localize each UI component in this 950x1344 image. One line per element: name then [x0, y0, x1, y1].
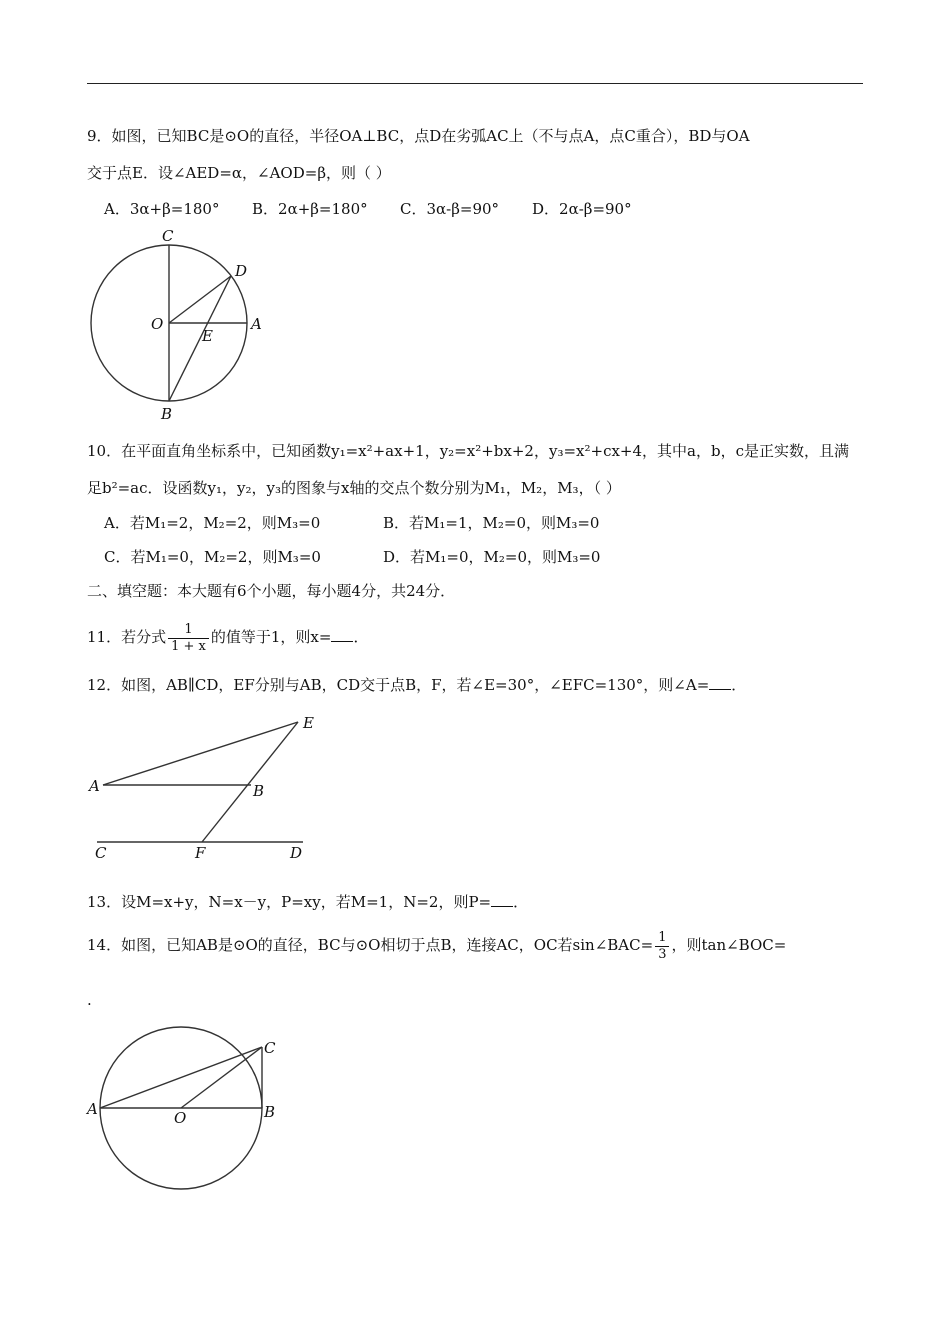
q10-option-d: D．若M₁=0，M₂=0，则M₃=0 [383, 548, 601, 566]
q14-prefix: 14．如图，已知AB是⊙O的直径，BC与⊙O相切于点B，连接AC，OC若sin∠BAC= [87, 936, 654, 954]
q9-label-a: A [251, 315, 262, 333]
q12-label-a: A [89, 777, 100, 795]
q11-end: ． [353, 628, 369, 646]
q14-label-c: C [264, 1039, 276, 1057]
q11-suffix: 的值等于1，则x= [210, 628, 332, 646]
q12-question: 12．如图，AB∥CD，EF分别与AB，CD交于点B，F，若∠E=30°，∠EFC=130°，则∠A= [87, 676, 710, 694]
q12-label-f: F [195, 844, 206, 862]
q14-text [87, 925, 786, 965]
q13-question: 13．设M=x+y，N=x－y，P=xy，若M=1，N=2，则P= [87, 893, 492, 911]
q9-option-c: C．3α-β=90° [400, 200, 500, 218]
q9-label-d: D [235, 262, 248, 280]
q12-label-c: C [95, 844, 107, 862]
q12-segment-ae [103, 722, 298, 785]
q11-answer-blank [331, 627, 353, 642]
section-2-heading: 二、填空题：本大题有6个小题，每小题4分，共24分． [87, 582, 456, 600]
q10-text-line1: 10．在平面直角坐标系中，已知函数y₁=x²+ax+1，y₂=x²+bx+2，y₃=x²+cx+4，其中a，b，c是正实数，且满 [87, 442, 849, 460]
q13-text [87, 892, 528, 912]
q10-option-a: A．若M₁=2，M₂=2，则M₃=0 [104, 514, 321, 532]
q9-text-line2: 交于点E．设∠AED=α，∠AOD=β，则（ ） [87, 164, 391, 182]
q11-fraction [168, 622, 209, 655]
q12-end: ． [731, 676, 747, 694]
q9-label-c: C [162, 227, 174, 245]
q12-label-d: D [290, 844, 303, 862]
q10-text-line2: 足b²=ac．设函数y₁，y₂，y₃的图象与x轴的交点个数分别为M₁，M₂，M₃，（ ） [87, 479, 621, 497]
q14-text-line2: . [87, 991, 92, 1009]
q14-fraction [655, 930, 669, 963]
q10-option-b: B．若M₁=1，M₂=0，则M₃=0 [383, 514, 600, 532]
q12-label-e: E [303, 714, 314, 732]
q9-circle-diagram [80, 225, 280, 425]
q9-option-a: A．3α+β=180° [104, 200, 220, 218]
q14-numerator: 1 [655, 930, 669, 947]
q11-text [87, 618, 368, 656]
q11-denominator: 1 + x [171, 638, 206, 654]
q9-text-line1: 9．如图，已知BC是⊙O的直径，半径OA⊥BC，点D在劣弧AC上（不与点A，点C重合），BD与OA [87, 127, 750, 145]
q14-suffix: ，则tan∠BOC= [671, 936, 787, 954]
q9-option-d: D．2α-β=90° [532, 200, 632, 218]
q13-answer-blank [491, 892, 513, 907]
q12-text [87, 675, 746, 695]
q14-label-b: B [264, 1103, 276, 1121]
q12-segment-ef [202, 722, 298, 842]
q14-label-o: O [174, 1109, 187, 1127]
q10-option-c: C．若M₁=0，M₂=2，则M₃=0 [104, 548, 321, 566]
q9-option-b: B．2α+β=180° [252, 200, 368, 218]
q14-label-a: A [87, 1100, 98, 1118]
q14-denominator: 3 [658, 946, 667, 962]
q9-label-o: O [151, 315, 164, 333]
q9-segment-bd [169, 276, 231, 401]
q14-segment-oc [181, 1047, 262, 1108]
q9-label-e: E [202, 327, 213, 345]
q14-segment-ac [100, 1047, 262, 1108]
q13-end: ． [513, 893, 529, 911]
header-rule [87, 83, 863, 84]
q12-label-b: B [253, 782, 265, 800]
q9-segment-od [169, 276, 231, 323]
q11-prefix: 11．若分式 [87, 628, 167, 646]
q12-answer-blank [709, 675, 731, 690]
q11-numerator: 1 [168, 622, 209, 639]
q14-tangent-circle-diagram [85, 1025, 305, 1205]
q9-label-b: B [161, 405, 173, 423]
q12-parallel-lines-diagram [85, 710, 325, 870]
